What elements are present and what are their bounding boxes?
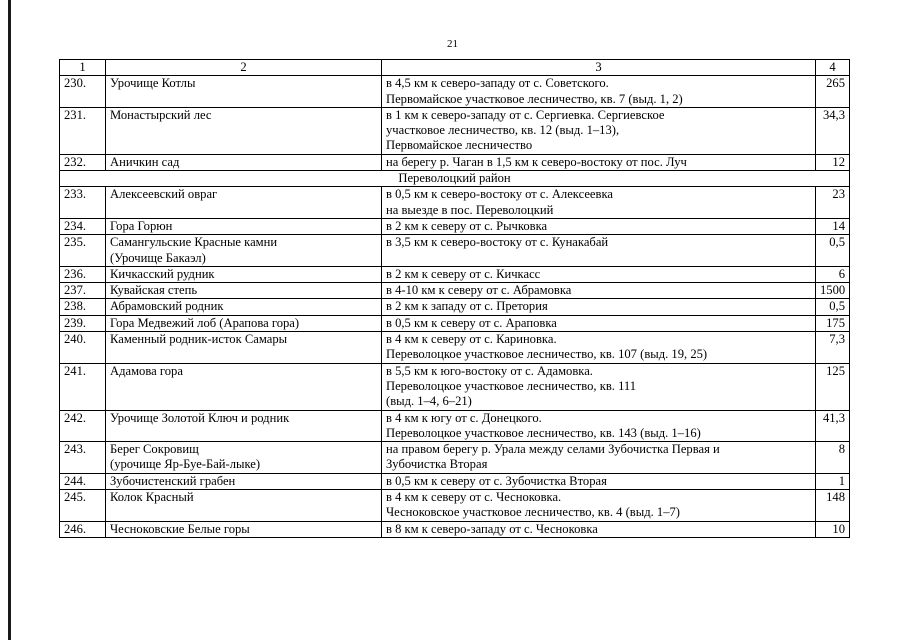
location-cell (382, 332, 816, 364)
binding-edge (8, 0, 11, 640)
location-line: в 2 км к западу от с. Претория (386, 299, 548, 314)
location-line: в 2 км к северу от с. Кичкасс (386, 266, 541, 281)
location-line: в 5,5 км к юго-востоку от с. Адамовка. (386, 363, 593, 378)
row-number: 243. (60, 442, 106, 474)
row-number: 246. (60, 521, 106, 537)
location-line: в 1 км к северо-западу от с. Сергиевка. Сергиевское (386, 107, 665, 122)
protected-areas-table (59, 59, 850, 538)
area-value: 41,3 (816, 410, 850, 442)
object-name-cell (106, 410, 382, 442)
location-cell (382, 410, 816, 442)
object-name-cell (106, 521, 382, 537)
object-name-cell (106, 473, 382, 489)
object-name-cell (106, 299, 382, 315)
location-cell (382, 187, 816, 219)
location-line: в 0,5 км к северу от с. Араповка (386, 315, 557, 330)
area-value: 23 (816, 187, 850, 219)
object-name-line: Алексеевский овраг (110, 187, 218, 202)
object-name-line: Кувайская степь (110, 283, 198, 298)
location-line: в 0,5 км к северо-востоку от с. Алексеевка (386, 187, 613, 202)
object-name-cell (106, 107, 382, 154)
area-value: 8 (816, 442, 850, 474)
location-line: на берегу р. Чаган в 1,5 км к северо-востоку от пос. Луч (386, 154, 687, 169)
object-name-line: Зубочистенский грабен (110, 473, 236, 488)
object-name-line: Берег Сокровищ (110, 442, 199, 457)
row-number: 237. (60, 283, 106, 299)
table-row (60, 490, 850, 522)
object-name-line: Абрамовский родник (110, 299, 224, 314)
location-line: Чесноковское участковое лесничество, кв. 4 (выд. 1–7) (386, 505, 680, 520)
object-name-line: Урочище Котлы (110, 76, 196, 91)
header-cell: 1 (60, 60, 106, 76)
table-row (60, 521, 850, 537)
object-name-line: Чесноковские Белые горы (110, 521, 250, 536)
area-value: 34,3 (816, 107, 850, 154)
object-name-cell (106, 363, 382, 410)
row-number: 230. (60, 76, 106, 108)
location-line: в 2 км к северу от с. Рычковка (386, 218, 548, 233)
table-row (60, 235, 850, 267)
location-line: Переволоцкое участковое лесничество, кв. 107 (выд. 19, 25) (386, 347, 708, 362)
location-cell (382, 266, 816, 282)
header-cell: 3 (382, 60, 816, 76)
table-row (60, 187, 850, 219)
location-cell (382, 76, 816, 108)
location-line: в 3,5 км к северо-востоку от с. Кунакабай (386, 235, 609, 250)
location-line: Первомайское участковое лесничество, кв. 7 (выд. 1, 2) (386, 91, 683, 106)
row-number: 232. (60, 154, 106, 170)
row-number: 235. (60, 235, 106, 267)
location-line: на правом берегу р. Урала между селами Зубочистка Первая и (386, 442, 720, 457)
row-number: 236. (60, 266, 106, 282)
row-number: 245. (60, 490, 106, 522)
object-name-line: Гора Горюн (110, 218, 173, 233)
location-cell (382, 521, 816, 537)
object-name-cell (106, 266, 382, 282)
object-name-cell (106, 218, 382, 234)
table-row (60, 283, 850, 299)
object-name-line: Колок Красный (110, 490, 194, 505)
table-row (60, 299, 850, 315)
table-header-row (60, 60, 850, 76)
area-value: 0,5 (816, 235, 850, 267)
location-cell (382, 299, 816, 315)
row-number: 234. (60, 218, 106, 234)
table-body (60, 60, 850, 538)
area-value: 6 (816, 266, 850, 282)
area-value: 10 (816, 521, 850, 537)
table-row (60, 473, 850, 489)
area-value: 265 (816, 76, 850, 108)
object-name-cell (106, 490, 382, 522)
table-row (60, 266, 850, 282)
table-row (60, 363, 850, 410)
object-name-line: Самангульские Красные камни (110, 235, 278, 250)
table-row (60, 107, 850, 154)
row-number: 240. (60, 332, 106, 364)
location-line: в 4 км к северу от с. Кариновка. (386, 332, 557, 347)
table-row (60, 410, 850, 442)
object-name-cell (106, 235, 382, 267)
object-name-line: Монастырский лес (110, 107, 212, 122)
location-line: (выд. 1–4, 6–21) (386, 394, 472, 409)
location-cell (382, 283, 816, 299)
row-number: 241. (60, 363, 106, 410)
area-value: 125 (816, 363, 850, 410)
location-line: участковое лесничество, кв. 12 (выд. 1–13), (386, 123, 620, 138)
object-name-cell (106, 332, 382, 364)
object-name-line: (урочище Яр-Буе-Бай-лыке) (110, 457, 261, 472)
location-cell (382, 218, 816, 234)
location-cell (382, 490, 816, 522)
row-number: 244. (60, 473, 106, 489)
location-cell (382, 235, 816, 267)
area-value: 148 (816, 490, 850, 522)
object-name-cell (106, 442, 382, 474)
object-name-cell (106, 154, 382, 170)
location-line: Переволоцкое участковое лесничество, кв. 111 (386, 378, 637, 393)
location-line: Зубочистка Вторая (386, 457, 488, 472)
area-value: 12 (816, 154, 850, 170)
object-name-cell (106, 187, 382, 219)
table-row (60, 154, 850, 170)
location-line: в 4,5 км к северо-западу от с. Советского. (386, 76, 609, 91)
object-name-line: Каменный родник-исток Самары (110, 332, 288, 347)
header-cell: 4 (816, 60, 850, 76)
object-name-line: Урочище Золотой Ключ и родник (110, 410, 290, 425)
area-value: 175 (816, 315, 850, 331)
area-value: 0,5 (816, 299, 850, 315)
object-name-line: Гора Медвежий лоб (Арапова гора) (110, 315, 300, 330)
table-row (60, 315, 850, 331)
object-name-line: Кичкасский рудник (110, 266, 215, 281)
location-cell (382, 154, 816, 170)
location-line: в 0,5 км к северу от с. Зубочистка Вторая (386, 473, 607, 488)
section-title: Переволоцкий район (60, 171, 850, 187)
location-line: на выезде в пос. Переволоцкий (386, 202, 554, 217)
row-number: 239. (60, 315, 106, 331)
table-row (60, 442, 850, 474)
header-cell: 2 (106, 60, 382, 76)
table-row (60, 76, 850, 108)
row-number: 231. (60, 107, 106, 154)
location-cell (382, 442, 816, 474)
location-line: Первомайское лесничество (386, 138, 533, 153)
location-cell (382, 315, 816, 331)
table-row (60, 218, 850, 234)
row-number: 242. (60, 410, 106, 442)
area-value: 1 (816, 473, 850, 489)
table-row (60, 332, 850, 364)
object-name-line: Адамова гора (110, 363, 183, 378)
object-name-cell (106, 315, 382, 331)
object-name-cell (106, 76, 382, 108)
location-cell (382, 363, 816, 410)
section-row (60, 171, 850, 187)
area-value: 7,3 (816, 332, 850, 364)
object-name-line: Аничкин сад (110, 154, 180, 169)
location-line: в 4 км к северу от с. Чесноковка. (386, 490, 562, 505)
location-line: Переволоцкое участковое лесничество, кв. 143 (выд. 1–16) (386, 425, 701, 440)
object-name-line: (Урочище Бакаэл) (110, 250, 206, 265)
location-line: в 4 км к югу от с. Донецкого. (386, 410, 542, 425)
area-value: 1500 (816, 283, 850, 299)
row-number: 233. (60, 187, 106, 219)
object-name-cell (106, 283, 382, 299)
location-line: в 8 км к северо-западу от с. Чесноковка (386, 521, 598, 536)
location-line: в 4-10 км к северу от с. Абрамовка (386, 283, 572, 298)
area-value: 14 (816, 218, 850, 234)
page-number: 21 (447, 38, 458, 50)
location-cell (382, 107, 816, 154)
row-number: 238. (60, 299, 106, 315)
location-cell (382, 473, 816, 489)
